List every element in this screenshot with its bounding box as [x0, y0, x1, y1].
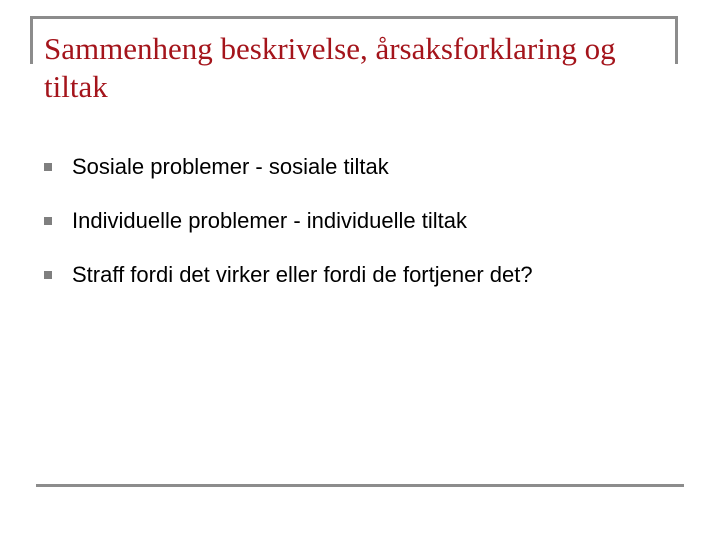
title-frame-left-line	[30, 16, 33, 64]
bullet-item	[44, 194, 684, 248]
footer-divider-line	[36, 484, 684, 487]
title-frame-top-line	[30, 16, 678, 19]
bullet-item	[44, 248, 684, 302]
slide-title: Sammenheng beskrivelse, årsaksforklaring og tiltak	[44, 31, 616, 104]
square-bullet-icon	[44, 271, 52, 279]
bullet-text: Straff fordi det virker eller fordi de fortjener det?	[72, 262, 533, 287]
bullet-text: Sosiale problemer - sosiale tiltak	[72, 154, 389, 179]
bullet-text: Individuelle problemer - individuelle tiltak	[72, 208, 467, 233]
square-bullet-icon	[44, 217, 52, 225]
bullet-list	[44, 140, 684, 302]
square-bullet-icon	[44, 163, 52, 171]
bullet-item	[44, 140, 684, 194]
